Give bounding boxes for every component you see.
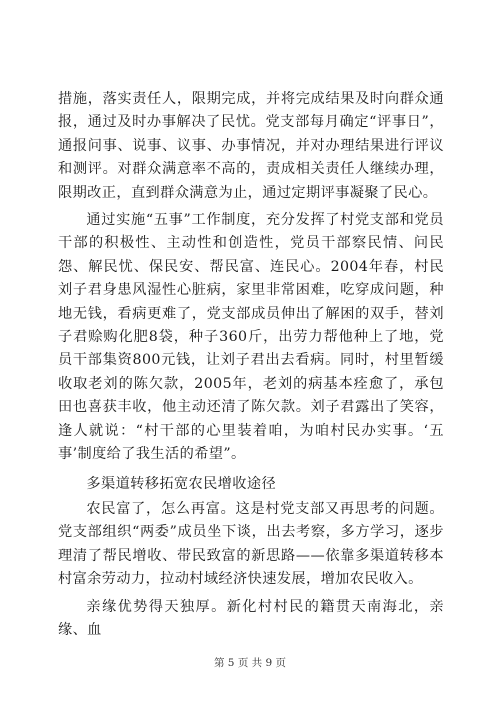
document-body bbox=[58, 88, 444, 642]
paragraph-2: 通过实施“五事”工作制度，充分发挥了村党支部和党员干部的积极性、主动性和创造性，党员干部察民情、问民怨、解民忧、保民安、帮民富、连民心。2004年春，村民刘子君身患风湿性心脏病，家里非常困难，吃穿成问题，种地无钱，看病更难了，党支部成员伸出了解困的双手，替刘子君赊购化肥8袋，种子360斤，出劳力帮他种上了地，党员干部集资800元钱，让刘子君出去看病。同时，村里暂缓收取老刘的陈欠款，2005年，老刘的病基本痊愈了，承包田也喜获丰收，他主动还清了陈欠款。刘子君露出了笑容，逢人就说：“村干部的心里装着咱，为咱村民办实事。‘五事’制度给了我生活的希望”。 bbox=[58, 212, 444, 463]
page-number-footer: 第 5 页 共 9 页 bbox=[213, 657, 287, 669]
paragraph-4: 亲缘优势得天独厚。新化村村民的籍贯天南海北，亲缘、血 bbox=[58, 598, 444, 638]
paragraph-1: 措施，落实责任人，限期完成，并将完成结果及时向群众通报，通过及时办事解决了民忧。党支部每月确定“评事日”，通报问事、说事、议事、办事情况，并对办理结果进行评议和测评。对群众满意率不高的，责成相关责任人继续办理，限期改正，直到群众满意为止，通过定期评事凝聚了民心。 bbox=[58, 91, 444, 201]
section-heading: 多渠道转移拓宽农民增收途径 bbox=[86, 475, 277, 492]
paragraph-3: 农民富了，怎么再富。这是村党支部又再思考的问题。党支部组织“两委”成员坐下谈，出去考察，多方学习，逐步理清了帮民增收、带民致富的新思路——依靠多渠道转移本村富余劳动力，拉动村域经济快速发展，增加农民收入。 bbox=[58, 500, 444, 588]
